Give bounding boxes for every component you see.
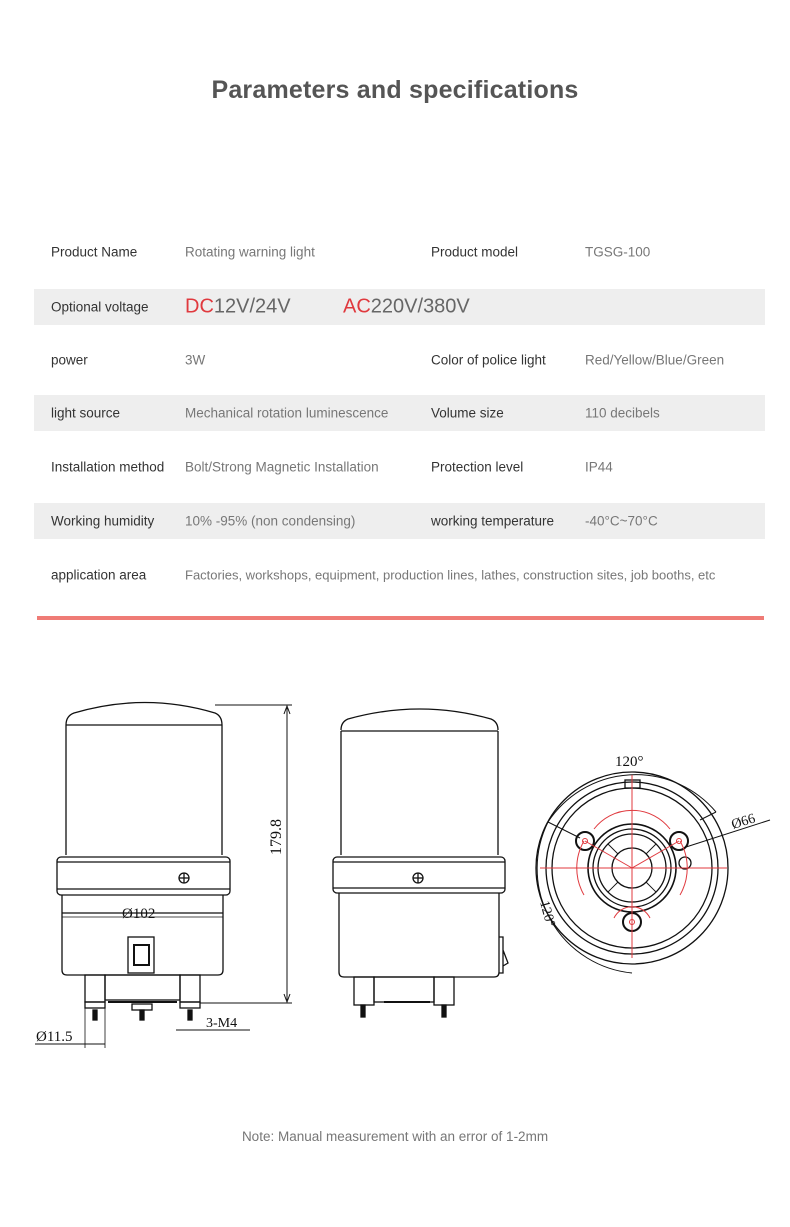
height-dim-label: 179.8 — [268, 819, 285, 855]
spec-value: 10% -95% (non condensing) — [185, 513, 356, 529]
spec-value: IP44 — [585, 459, 613, 475]
spec-label: Protection level — [431, 459, 524, 475]
spec-value: 110 decibels — [585, 405, 660, 421]
spec-value: Rotating warning light — [185, 244, 315, 259]
spec-row-light-source — [34, 395, 765, 431]
side-view — [333, 709, 508, 1017]
spec-row-voltage — [34, 289, 765, 325]
spec-label: application area — [51, 567, 147, 583]
spec-row-power — [34, 325, 765, 395]
technical-drawings — [0, 680, 790, 1080]
spec-value: Factories, workshops, equipment, production lines, lathes, construction sites, job booths, etc — [185, 567, 716, 583]
spec-row-product — [34, 224, 765, 279]
spec-value: -40°C~70°C — [585, 513, 658, 529]
dc-voltage — [185, 296, 291, 319]
dimension-drawing — [0, 680, 790, 1080]
measurement-note: Note: Manual measurement with an error of 1-2mm — [241, 1129, 549, 1144]
spec-label: Color of police light — [431, 352, 546, 368]
spec-value: Bolt/Strong Magnetic Installation — [185, 459, 379, 475]
divider-rule — [37, 616, 764, 620]
spec-row-application — [34, 539, 765, 611]
ac-prefix: AC — [343, 295, 371, 318]
spec-label: working temperature — [431, 513, 555, 529]
front-view — [35, 703, 292, 1049]
spec-label: Product Name — [51, 244, 138, 259]
spec-value: Mechanical rotation luminescence — [185, 405, 389, 421]
spec-label: Volume size — [431, 405, 504, 421]
bottom-view — [536, 772, 770, 973]
ac-value: 220V/380V — [370, 295, 470, 318]
spec-value: TGSG-100 — [585, 244, 651, 259]
spec-row-installation — [34, 431, 765, 503]
spec-table — [34, 224, 765, 611]
bolt-dim-label: 3-M4 — [206, 1016, 238, 1031]
spec-label: Product model — [431, 244, 519, 259]
spec-value: Red/Yellow/Blue/Green — [585, 352, 725, 368]
spec-label: Installation method — [51, 459, 165, 475]
switch-outline — [128, 937, 154, 973]
angle-side-label: 120° — [536, 899, 558, 929]
dc-prefix: DC — [185, 295, 214, 318]
spec-label: light source — [51, 405, 121, 421]
ac-voltage — [343, 296, 470, 319]
diameter-dim-label: Ø102 — [122, 906, 156, 922]
spec-label: power — [51, 352, 88, 368]
foot-dim-label: Ø11.5 — [36, 1029, 73, 1045]
spec-row-humidity — [34, 503, 765, 539]
spec-label: Optional voltage — [51, 299, 149, 315]
page-title: Parameters and specifications — [211, 76, 579, 104]
spec-label: Working humidity — [51, 513, 155, 529]
dc-value: 12V/24V — [213, 295, 291, 318]
pcd-dim-label: Ø66 — [729, 811, 758, 833]
dome-cap — [66, 703, 222, 726]
angle-top-label: 120° — [615, 754, 644, 770]
spec-value: 3W — [185, 352, 206, 368]
